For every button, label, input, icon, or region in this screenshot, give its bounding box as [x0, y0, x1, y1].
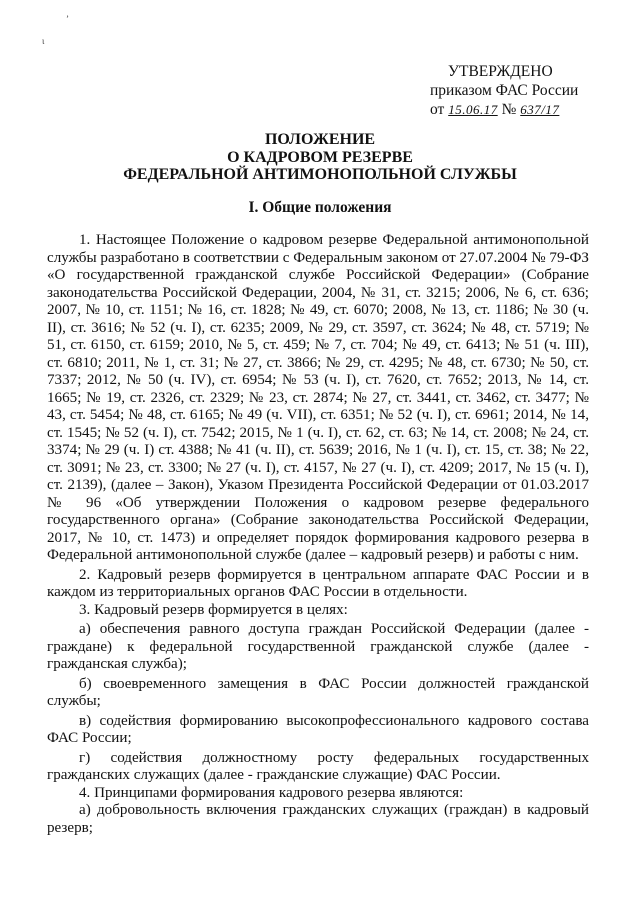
- approval-date: 15.06.17: [448, 102, 498, 117]
- paragraph: б) своевременного замещения в ФАС России должностей гражданской службы;: [47, 675, 589, 709]
- document-title: [40, 131, 600, 184]
- title-line: ПОЛОЖЕНИЕ: [264, 131, 376, 148]
- title-line: ФЕДЕРАЛЬНОЙ АНТИМОНОПОЛЬНОЙ СЛУЖБЫ: [123, 166, 517, 183]
- section-heading: I. Общие положения: [248, 199, 392, 216]
- approval-date-line: [430, 100, 620, 119]
- approval-stamp: [430, 62, 620, 119]
- scan-mark: ’: [66, 14, 69, 24]
- paragraph: в) содействия формированию высокопрофессионального кадрового состава ФАС России;: [47, 712, 589, 746]
- approval-title: УТВЕРЖДЕНО: [448, 63, 553, 80]
- approval-order: приказом ФАС России: [430, 82, 579, 99]
- paragraph: 2. Кадровый резерв формируется в центральном аппарате ФАС России и в каждом из территориальных органов ФАС России в отдельности.: [47, 566, 589, 600]
- approval-number: 637/17: [520, 102, 560, 117]
- paragraph: 1. Настоящее Положение о кадровом резерве Федеральной антимонопольной службы разработано в соответствии с Федеральным законом от 27.07.2004 № 79-ФЗ «О государственной гражданской службе Российской Федерации» (Собрание законодательства Российской Федерации, 2004, № 31, ст. 3215; 2006, № 6, ст. 636; 2007, № 10, ст. 1151; № 16, ст. 1828; № 49, ст. 6070; 2008, № 13, ст. 1186; № 30 (ч. II), ст. 3616; № 52 (ч. I), ст. 6235; 2009, № 29, ст. 3597, ст. 3624; № 48, ст. 5719; № 51, ст. 6150, ст. 6159; 2010, № 5, ст. 459; № 7, ст. 704; № 49, ст. 6413; № 51 (ч. III), ст. 6810; 2011, № 1, ст. 31; № 27, ст. 3866; № 29, ст. 4295; № 48, ст. 6730; № 50, ст. 7337; 2012, № 50 (ч. IV), ст. 6954; № 53 (ч. I), ст. 7620, ст. 7652; 2013, № 14, ст. 1665; № 19, ст. 2326, ст. 2329; № 23, ст. 2874; № 27, ст. 3441, ст. 3462, ст. 3477; № 43, ст. 5454; № 48, ст. 6165; № 49 (ч. VII), ст. 6351; № 52 (ч. I), ст. 6961; 2014, № 14, ст. 1545; № 52 (ч. I), ст. 7542; 2015, № 1 (ч. I), ст. 62, ст. 63; № 14, ст. 2008; № 24, ст. 3374; № 29 (ч. I) ст. 4388; № 41 (ч. II), ст. 5639; 2016, № 1 (ч. I), ст. 15, ст. 38; № 22, ст. 3091; № 23, ст. 3300; № 27 (ч. I), ст. 4157, № 27 (ч. I), ст. 4209; 2017, № 15 (ч. I), ст. 2139), (далее – Закон), Указом Президента Российской Федерации от 01.03.2017 № 96 «Об утверждении Положения о кадровом резерве федерального государственного органа» (Собрание законодательства Российской Федерации, 2017, № 10, ст. 1473) и определяет порядок формирования кадрового резерва в Федеральной антимонопольной службе (далее – кадровый резерв) и работы с ним.: [47, 232, 589, 563]
- title-line: О КАДРОВОМ РЕЗЕРВЕ: [227, 148, 413, 166]
- document-body: [47, 232, 589, 837]
- paragraph: 3. Кадровый резерв формируется в целях:: [79, 601, 348, 618]
- approval-number-prefix: №: [501, 101, 517, 118]
- paragraph: г) содействия должностному росту федеральных государственных гражданских служащих (далее - гражданские служащие) ФАС России.: [47, 749, 589, 783]
- paragraph: 4. Принципами формирования кадрового резерва являются:: [79, 784, 464, 801]
- scan-mark: ι: [42, 36, 45, 46]
- paragraph: а) обеспечения равного доступа граждан Российской Федерации (далее - граждане) к федеральной государственной гражданской службе (далее - гражданская служба);: [47, 621, 589, 672]
- paragraph: а) добровольность включения гражданских служащих (граждан) в кадровый резерв;: [47, 802, 589, 836]
- approval-date-prefix: от: [430, 101, 445, 118]
